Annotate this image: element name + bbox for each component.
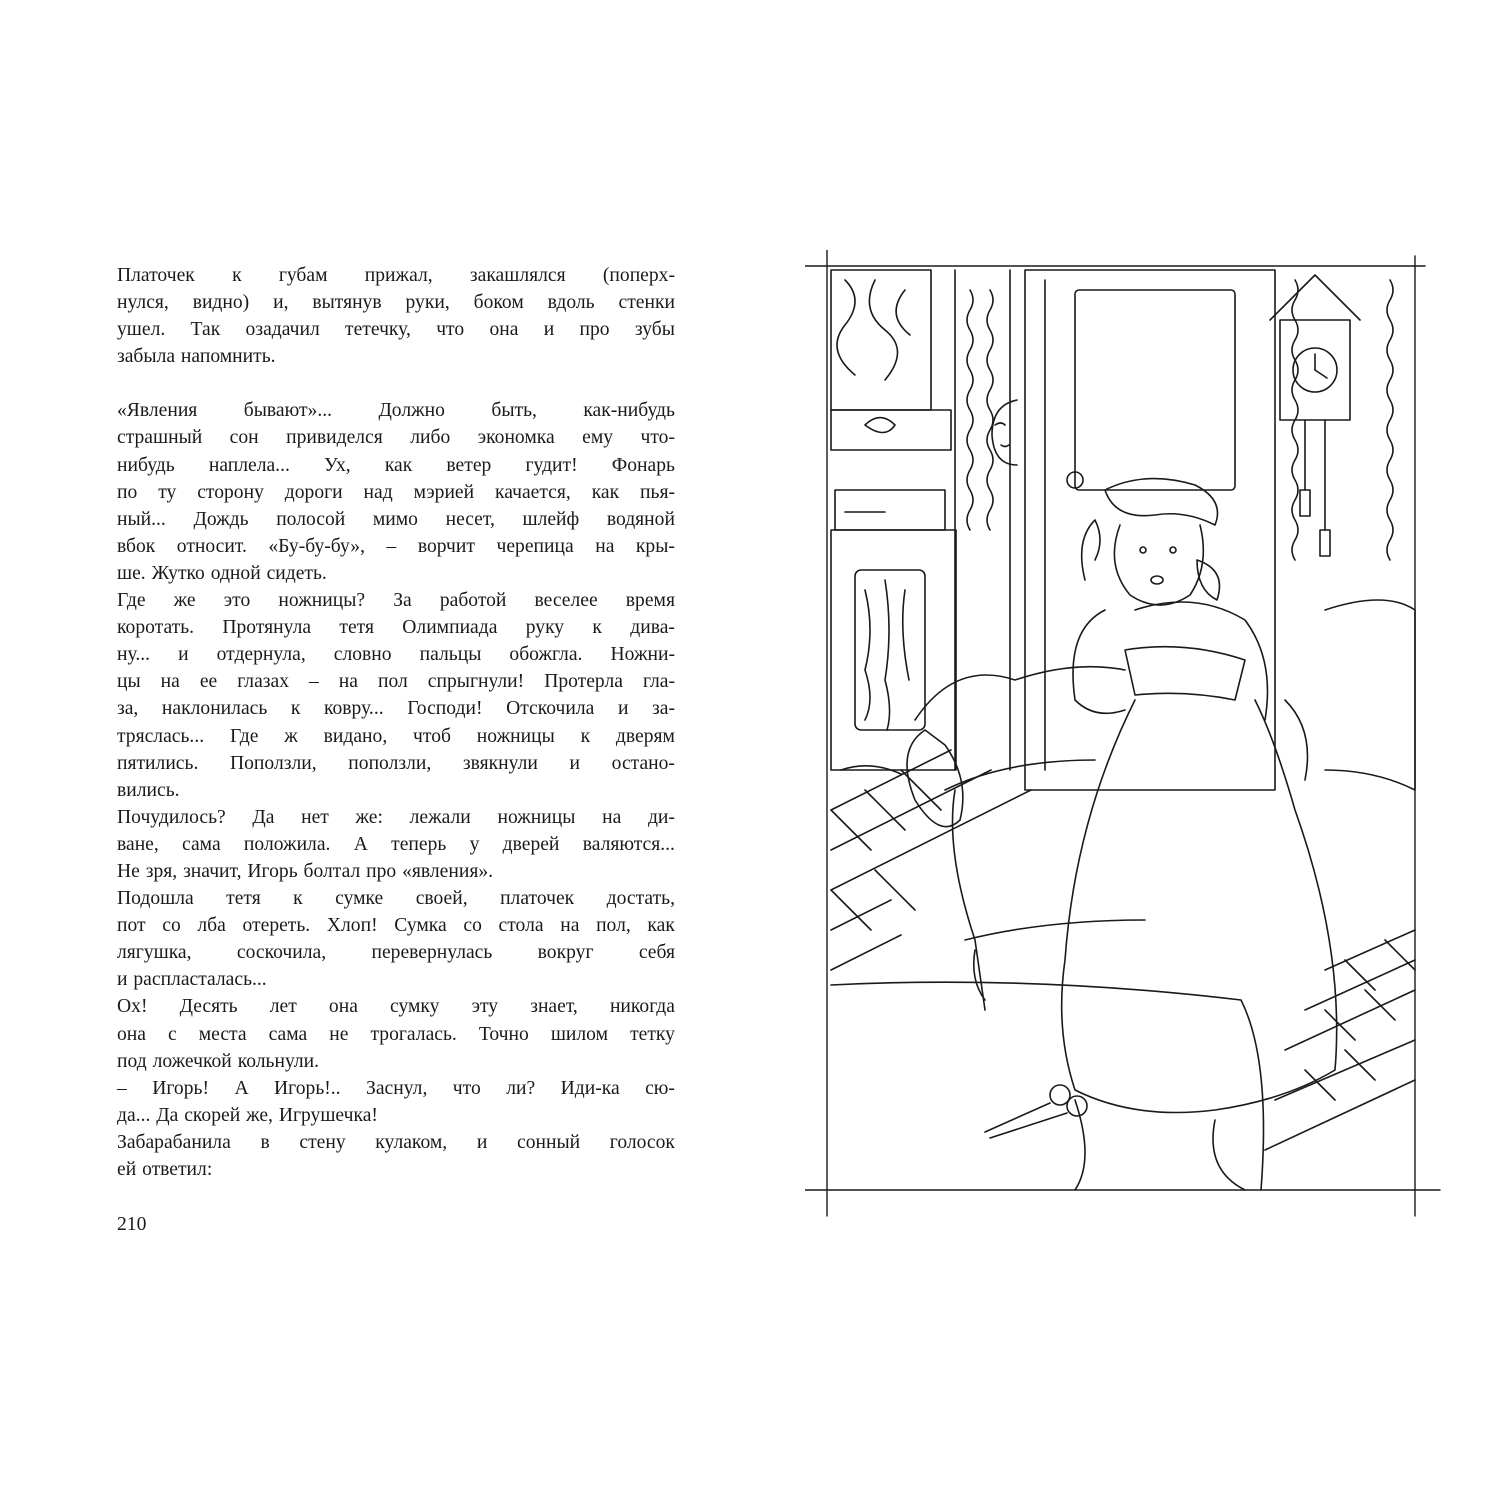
text-line: цы на ее глазах – на пол спрыгнули! Протерла гла- bbox=[117, 671, 675, 693]
text-line: Подошла тетя к сумке своей, платочек достать, bbox=[117, 888, 675, 910]
text-line: ну... и отдернула, словно пальцы обожгла. Ножни- bbox=[117, 644, 675, 666]
text-line: Не зря, значит, Игорь болтал про «явления». bbox=[117, 860, 494, 882]
text-line: ный... Дождь полосой мимо несет, шлейф водяной bbox=[117, 508, 675, 530]
text-line: лягушка, соскочила, перевернулась вокруг себя bbox=[117, 942, 675, 964]
paragraph bbox=[117, 262, 675, 370]
section-gap bbox=[117, 370, 675, 397]
text-line: пятились. Поползли, поползли, звякнули и остано- bbox=[117, 752, 675, 774]
page-number: 210 bbox=[117, 1214, 147, 1235]
text-line: коротать. Протянула тетя Олимпиада руку к дива- bbox=[117, 617, 675, 639]
text-line: ване, сама положила. А теперь у дверей валяются... bbox=[117, 833, 675, 855]
text-line: пот со лба отереть. Хлоп! Сумка со стола на пол, как bbox=[117, 915, 675, 937]
paragraph bbox=[117, 587, 675, 804]
text-line: нулся, видно) и, вытянув руки, боком вдоль стенки bbox=[117, 292, 675, 314]
text-line: Платочек к губам прижал, закашлялся (поперх- bbox=[117, 265, 675, 286]
paragraph bbox=[117, 1129, 675, 1183]
illustration-drawing bbox=[805, 250, 1445, 1225]
text-line: да... Да скорей же, Игрушечка! bbox=[117, 1104, 378, 1126]
text-line: под ложечкой кольнули. bbox=[117, 1050, 320, 1072]
text-line: тряслась... Где ж видано, чтоб ножницы к дверям bbox=[117, 725, 675, 747]
text-line: Ох! Десять лет она сумку эту знает, никогда bbox=[117, 996, 675, 1018]
text-line: забыла напомнить. bbox=[117, 346, 276, 368]
paragraph bbox=[117, 804, 675, 885]
text-line: – Игорь! А Игорь!.. Заснул, что ли? Иди-ка сю- bbox=[117, 1077, 675, 1099]
text-line: нибудь наплела... Ух, как ветер гудит! Фонарь bbox=[117, 454, 675, 476]
text-line: она с места сама не трогалась. Точно шилом тетку bbox=[117, 1023, 675, 1045]
text-line: Почудилось? Да нет же: лежали ножницы на ди- bbox=[117, 806, 675, 828]
illustration bbox=[805, 250, 1445, 1225]
text-line: по ту сторону дороги над мэрией качается, как пья- bbox=[117, 481, 675, 503]
paragraph bbox=[117, 993, 675, 1074]
text-line: страшный сон привиделся либо экономка ему что- bbox=[117, 427, 675, 449]
paragraph bbox=[117, 1075, 675, 1129]
text-line: вбок относит. «Бу-бу-бу», – ворчит черепица на кры- bbox=[117, 535, 675, 557]
text-line: Где же это ножницы? За работой веселее время bbox=[117, 590, 675, 612]
paragraph bbox=[117, 885, 675, 993]
text-line: ше. Жутко одной сидеть. bbox=[117, 562, 327, 584]
text-line: ей ответил: bbox=[117, 1159, 213, 1180]
text-line: за, наклонилась к ковру... Господи! Отскочила и за- bbox=[117, 698, 675, 720]
text-line: Забарабанила в стену кулаком, и сонный голосок bbox=[117, 1131, 675, 1153]
text-column bbox=[117, 262, 675, 1183]
text-line: вились. bbox=[117, 779, 180, 801]
text-line: «Явления бывают»... Должно быть, как-нибудь bbox=[117, 400, 675, 422]
text-line: ушел. Так озадачил тетечку, что она и про зубы bbox=[117, 319, 675, 341]
text-line: и распласталась... bbox=[117, 969, 267, 991]
paragraph bbox=[117, 397, 675, 587]
